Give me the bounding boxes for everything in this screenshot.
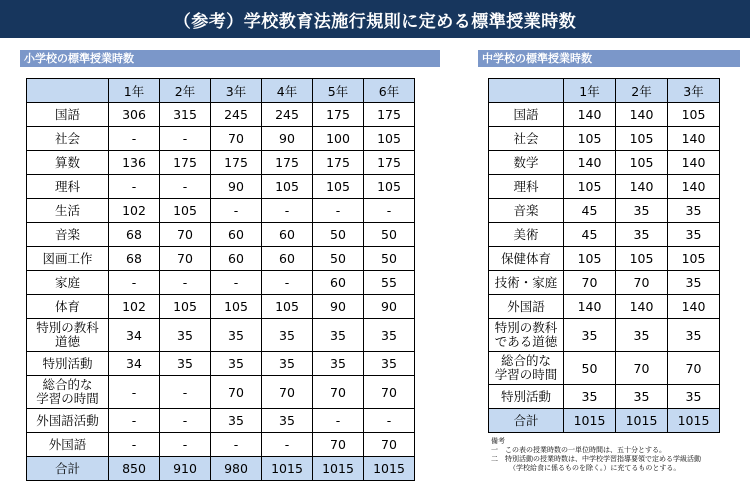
grade-header-cell: 5年 (313, 79, 364, 103)
subject-label: 音楽 (27, 223, 109, 247)
table-row (27, 352, 415, 376)
hours-cell: 105 (262, 175, 313, 199)
hours-cell: 140 (564, 151, 616, 175)
hours-cell: 35 (564, 385, 616, 409)
hours-cell: 35 (313, 352, 364, 376)
table-row (27, 271, 415, 295)
hours-cell: 50 (313, 223, 364, 247)
hours-cell: 136 (109, 151, 160, 175)
hours-cell: 50 (364, 223, 415, 247)
hours-cell: 55 (364, 271, 415, 295)
hours-cell: 105 (616, 127, 668, 151)
grade-header-cell: 1年 (109, 79, 160, 103)
hours-cell: 105 (364, 175, 415, 199)
hours-cell: 140 (616, 103, 668, 127)
hours-cell: 105 (564, 127, 616, 151)
table-row (27, 433, 415, 457)
total-cell: 1015 (262, 457, 313, 481)
total-cell: 910 (160, 457, 211, 481)
subject-label: 生活 (27, 199, 109, 223)
table-row (489, 295, 720, 319)
hours-cell: 35 (616, 223, 668, 247)
hours-cell: - (109, 433, 160, 457)
total-cell: 1015 (364, 457, 415, 481)
table-row (27, 103, 415, 127)
total-label: 合計 (489, 409, 564, 433)
table-row (489, 103, 720, 127)
hours-cell: 105 (160, 199, 211, 223)
junior-high-hours-table (488, 78, 720, 433)
total-row (27, 457, 415, 481)
hours-cell: 140 (668, 127, 720, 151)
header-row (489, 79, 720, 103)
hours-cell: 70 (364, 376, 415, 409)
table-row (27, 199, 415, 223)
hours-cell: 70 (564, 271, 616, 295)
total-label: 合計 (27, 457, 109, 481)
hours-cell: 105 (564, 175, 616, 199)
grade-header-cell: 3年 (211, 79, 262, 103)
hours-cell: 35 (616, 199, 668, 223)
hours-cell: 34 (109, 319, 160, 352)
hours-cell: 35 (668, 199, 720, 223)
header-row (27, 79, 415, 103)
subject-label: 特別の教科 である道徳 (489, 319, 564, 352)
hours-cell: 68 (109, 247, 160, 271)
hours-cell: 70 (313, 433, 364, 457)
subject-label: 社会 (27, 127, 109, 151)
hours-cell: 35 (668, 385, 720, 409)
hours-cell: - (262, 271, 313, 295)
hours-cell: 175 (313, 151, 364, 175)
hours-cell: 90 (262, 127, 313, 151)
hours-cell: - (364, 409, 415, 433)
hours-cell: 35 (262, 409, 313, 433)
hours-cell: 105 (313, 175, 364, 199)
hours-cell: 60 (211, 223, 262, 247)
subject-label: 外国語 (489, 295, 564, 319)
table-row (27, 175, 415, 199)
hours-cell: 306 (109, 103, 160, 127)
hours-cell: 35 (262, 352, 313, 376)
grade-header-cell: 1年 (564, 79, 616, 103)
subject-label: 国語 (489, 103, 564, 127)
table-row (489, 247, 720, 271)
hours-cell: 105 (616, 247, 668, 271)
table-row (489, 175, 720, 199)
hours-cell: 245 (211, 103, 262, 127)
hours-cell: 175 (160, 151, 211, 175)
hours-cell: 35 (211, 409, 262, 433)
grade-header-cell: 2年 (160, 79, 211, 103)
page-title: （参考）学校教育法施行規則に定める標準授業時数 (0, 0, 750, 38)
hours-cell: - (109, 271, 160, 295)
hours-cell: 90 (211, 175, 262, 199)
total-cell: 1015 (313, 457, 364, 481)
hours-cell: 140 (668, 151, 720, 175)
hours-cell: 35 (364, 319, 415, 352)
hours-cell: - (109, 409, 160, 433)
elementary-hours-table (26, 78, 415, 481)
hours-cell: 140 (616, 295, 668, 319)
hours-cell: - (211, 271, 262, 295)
hours-cell: 140 (668, 295, 720, 319)
hours-cell: 70 (616, 352, 668, 385)
table-row (27, 376, 415, 409)
hours-cell: 60 (262, 247, 313, 271)
note-item: 二 特別活動の授業時数は、中学校学習指導要領で定める学級活動 (491, 455, 701, 463)
hours-cell: - (109, 175, 160, 199)
hours-cell: - (211, 199, 262, 223)
hours-cell: 35 (313, 319, 364, 352)
hours-cell: 105 (211, 295, 262, 319)
hours-cell: 35 (564, 319, 616, 352)
hours-cell: 90 (364, 295, 415, 319)
hours-cell: 35 (616, 385, 668, 409)
grade-header-cell: 3年 (668, 79, 720, 103)
hours-cell: 35 (616, 319, 668, 352)
table-row (27, 151, 415, 175)
hours-cell: 140 (668, 175, 720, 199)
hours-cell: - (313, 409, 364, 433)
hours-cell: - (109, 376, 160, 409)
hours-cell: 50 (364, 247, 415, 271)
subject-label: 特別の教科 道徳 (27, 319, 109, 352)
hours-cell: 45 (564, 223, 616, 247)
total-cell: 1015 (564, 409, 616, 433)
hours-cell: - (262, 433, 313, 457)
hours-cell: 35 (668, 223, 720, 247)
hours-cell: 90 (313, 295, 364, 319)
subject-label: 外国語 (27, 433, 109, 457)
subject-label: 保健体育 (489, 247, 564, 271)
hours-cell: 105 (262, 295, 313, 319)
table-row (489, 271, 720, 295)
hours-cell: 70 (160, 247, 211, 271)
subject-label: 体育 (27, 295, 109, 319)
corner-cell (489, 79, 564, 103)
table-row (489, 352, 720, 385)
hours-cell: 35 (262, 319, 313, 352)
hours-cell: 60 (262, 223, 313, 247)
hours-cell: 60 (211, 247, 262, 271)
notes-heading: 備考 (491, 437, 505, 445)
subject-label: 技術・家庭 (489, 271, 564, 295)
hours-cell: 140 (564, 103, 616, 127)
corner-cell (27, 79, 109, 103)
hours-cell: 105 (616, 151, 668, 175)
hours-cell: 35 (211, 352, 262, 376)
hours-cell: - (211, 433, 262, 457)
grade-header-cell: 4年 (262, 79, 313, 103)
hours-cell: 60 (313, 271, 364, 295)
hours-cell: 105 (668, 103, 720, 127)
note-item: 一 この表の授業時数の一単位時間は、五十分とする。 (491, 446, 666, 454)
grade-header-cell: 2年 (616, 79, 668, 103)
hours-cell: - (262, 199, 313, 223)
subject-label: 音楽 (489, 199, 564, 223)
hours-cell: 105 (668, 247, 720, 271)
hours-cell: - (364, 199, 415, 223)
hours-cell: 35 (160, 319, 211, 352)
subject-label: 美術 (489, 223, 564, 247)
hours-cell: 35 (160, 352, 211, 376)
table-row (489, 319, 720, 352)
table-row (27, 223, 415, 247)
subject-label: 特別活動 (27, 352, 109, 376)
table-row (27, 409, 415, 433)
hours-cell: 70 (160, 223, 211, 247)
table-row (489, 223, 720, 247)
hours-cell: 140 (564, 295, 616, 319)
hours-cell: 105 (364, 127, 415, 151)
hours-cell: 102 (109, 199, 160, 223)
hours-cell: 70 (364, 433, 415, 457)
subject-label: 理科 (27, 175, 109, 199)
grade-header-cell: 6年 (364, 79, 415, 103)
subject-label: 外国語活動 (27, 409, 109, 433)
hours-cell: 70 (616, 271, 668, 295)
table-row (27, 319, 415, 352)
hours-cell: - (313, 199, 364, 223)
hours-cell: 70 (313, 376, 364, 409)
hours-cell: - (160, 409, 211, 433)
table-row (27, 127, 415, 151)
total-row (489, 409, 720, 433)
hours-cell: - (109, 127, 160, 151)
hours-cell: 105 (564, 247, 616, 271)
hours-cell: 175 (262, 151, 313, 175)
hours-cell: 35 (668, 271, 720, 295)
hours-cell: 175 (211, 151, 262, 175)
table-row (489, 385, 720, 409)
hours-cell: 35 (668, 319, 720, 352)
hours-cell: - (160, 433, 211, 457)
subject-label: 理科 (489, 175, 564, 199)
hours-cell: 70 (262, 376, 313, 409)
hours-cell: 102 (109, 295, 160, 319)
junior-high-section-heading: 中学校の標準授業時数 (478, 50, 740, 67)
hours-cell: 245 (262, 103, 313, 127)
hours-cell: 315 (160, 103, 211, 127)
elementary-section-heading: 小学校の標準授業時数 (20, 50, 440, 67)
hours-cell: 175 (313, 103, 364, 127)
hours-cell: 140 (616, 175, 668, 199)
subject-label: 家庭 (27, 271, 109, 295)
hours-cell: 34 (109, 352, 160, 376)
subject-label: 数学 (489, 151, 564, 175)
hours-cell: 175 (364, 103, 415, 127)
hours-cell: - (160, 127, 211, 151)
hours-cell: 70 (211, 127, 262, 151)
table-row (27, 247, 415, 271)
notes (491, 437, 741, 473)
subject-label: 算数 (27, 151, 109, 175)
hours-cell: 100 (313, 127, 364, 151)
table-row (27, 295, 415, 319)
table-row (489, 199, 720, 223)
total-cell: 1015 (616, 409, 668, 433)
hours-cell: 70 (211, 376, 262, 409)
hours-cell: 50 (313, 247, 364, 271)
hours-cell: 35 (364, 352, 415, 376)
subject-label: 国語 (27, 103, 109, 127)
hours-cell: - (160, 376, 211, 409)
table-row (489, 151, 720, 175)
hours-cell: - (160, 271, 211, 295)
table-row (489, 127, 720, 151)
hours-cell: 70 (668, 352, 720, 385)
total-cell: 1015 (668, 409, 720, 433)
hours-cell: 45 (564, 199, 616, 223)
subject-label: 図画工作 (27, 247, 109, 271)
subject-label: 社会 (489, 127, 564, 151)
total-cell: 980 (211, 457, 262, 481)
subject-label: 特別活動 (489, 385, 564, 409)
total-cell: 850 (109, 457, 160, 481)
hours-cell: 68 (109, 223, 160, 247)
subject-label: 総合的な 学習の時間 (27, 376, 109, 409)
hours-cell: 175 (364, 151, 415, 175)
hours-cell: - (160, 175, 211, 199)
hours-cell: 105 (160, 295, 211, 319)
subject-label: 総合的な 学習の時間 (489, 352, 564, 385)
hours-cell: 50 (564, 352, 616, 385)
hours-cell: 35 (211, 319, 262, 352)
note-item: （学校給食に係るものを除く。）に充てるものとする。 (509, 464, 681, 472)
